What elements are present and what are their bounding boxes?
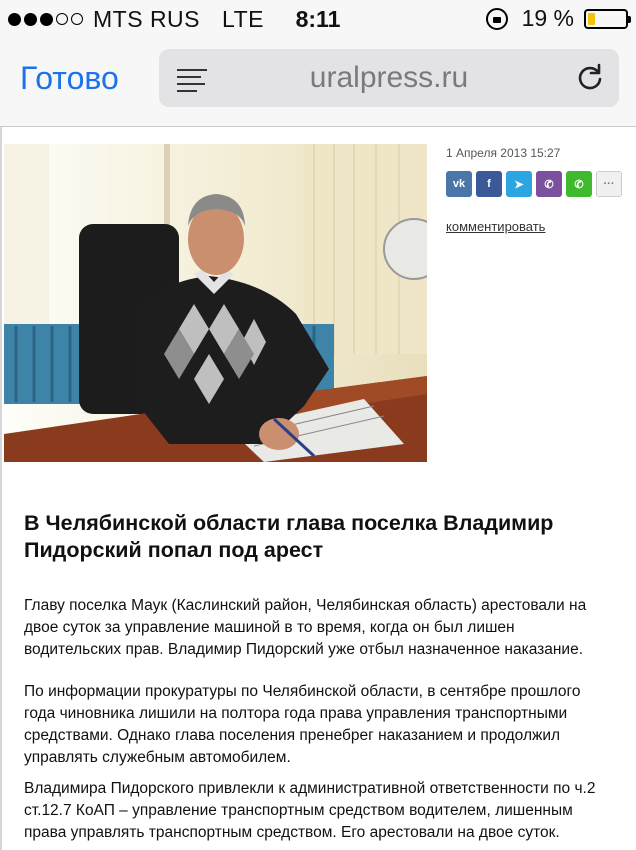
article-paragraph-3: Владимира Пидорского привлекли к административной ответственности по ч.2 ст.12.7 КоАП – управление транспортным средством водителем, лишенным права управлять транспортным средством. Его арестовали на двое суток. xyxy=(24,780,596,841)
address-bar[interactable] xyxy=(159,49,619,107)
article-date: 1 Апреля 2013 15:27 xyxy=(446,146,561,160)
network-type: LTE xyxy=(222,6,264,32)
whatsapp-icon[interactable]: ✆ xyxy=(566,171,592,197)
article-title: В Челябинской области глава поселка Владимир Пидорский попал под арест xyxy=(24,511,554,562)
url-text[interactable]: uralpress.ru xyxy=(309,61,469,94)
status-time: 8:11 xyxy=(295,6,341,32)
vk-icon[interactable]: vk xyxy=(446,171,472,197)
article-paragraph-1: Главу поселка Маук (Каслинский район, Челябинская область) арестовали на двое суток за управление машиной в то время, когда он был лишен водительских прав. Владимир Пидорский уже отбыл назначенное наказание. xyxy=(24,597,587,658)
article-photo xyxy=(4,144,427,462)
status-bar xyxy=(0,0,636,42)
battery-icon xyxy=(584,9,628,29)
page-content xyxy=(0,127,636,850)
more-icon[interactable]: ··· xyxy=(596,171,622,197)
article-paragraph-2: По информации прокуратуры по Челябинской области, в сентябре прошлого года чиновника лишили на полтора года права управления транспортными средствами. Однако глава поселения пренебрег наказанием и продолжил управлять служебным автомобилем. xyxy=(24,683,581,766)
browser-nav-bar xyxy=(0,42,636,127)
reload-icon[interactable] xyxy=(575,63,605,93)
rotation-lock-icon xyxy=(486,8,508,30)
telegram-icon[interactable]: ➤ xyxy=(506,171,532,197)
facebook-icon[interactable]: f xyxy=(476,171,502,197)
comment-link[interactable]: комментировать xyxy=(446,219,546,234)
status-right xyxy=(486,5,628,32)
viber-icon[interactable]: ✆ xyxy=(536,171,562,197)
share-buttons xyxy=(446,171,622,197)
battery-percent: 19 % xyxy=(521,5,574,31)
carrier-name: MTS RUS xyxy=(93,6,200,32)
done-button[interactable]: Готово xyxy=(20,60,119,96)
content-edge-divider xyxy=(0,127,2,850)
